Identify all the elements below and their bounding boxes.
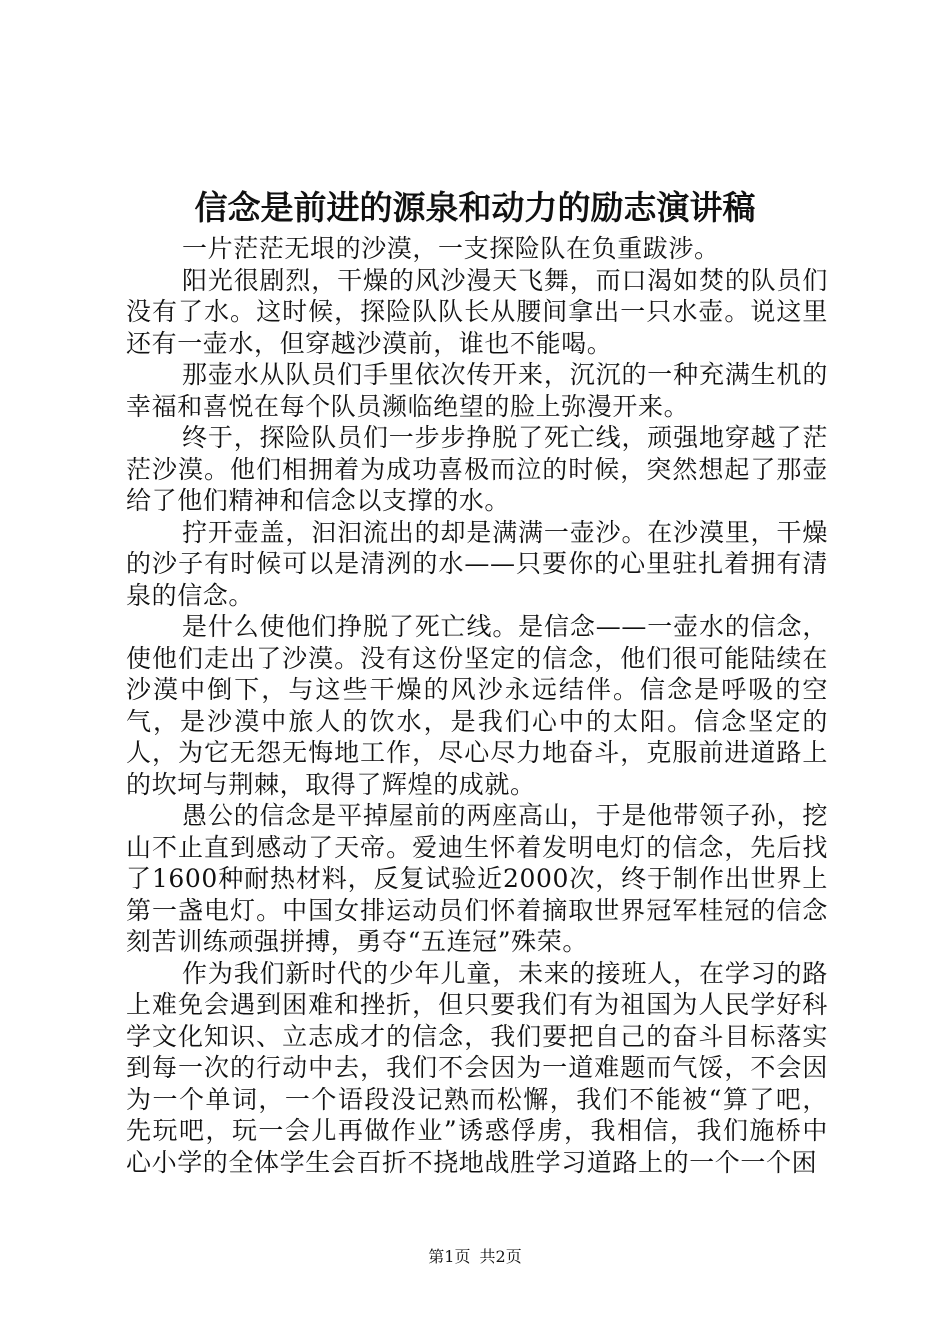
paragraph: 作为我们新时代的少年儿童，未来的接班人，在学习的路上难免会遇到困难和挫折，但只要我们有为祖国为人民学好科学文化知识、立志成才的信念，我们要把自己的奋斗目标落实到每一次的行动中去，我们不会因为一道难题而气馁，不会因为一个单词，一个语段没记熟而松懈，我们不能被“算了吧，先玩吧，玩一会儿再做作业”诱惑俘虏，我相信，我们施桥中心小学的全体学生会百折不挠地战胜学习道路上的一个一个困 [126, 958, 828, 1177]
paragraph: 那壶水从队员们手里依次传开来，沉沉的一种充满生机的幸福和喜悦在每个队员濒临绝望的脸上弥漫开来。 [126, 360, 828, 421]
paragraph: 是什么使他们挣脱了死亡线。是信念——一壶水的信念，使他们走出了沙漠。没有这份坚定的信念，他们很可能陆续在沙漠中倒下，与这些干燥的风沙永远结伴。信念是呼吸的空气，是沙漠中旅人的饮水，是我们心中的太阳。信念坚定的人，为它无怨无悔地工作，尽心尽力地奋斗，克服前进道路上的坎坷与荆棘，取得了辉煌的成就。 [126, 612, 828, 799]
page-footer [0, 1246, 950, 1268]
paragraph: 阳光很剧烈，干燥的风沙漫天飞舞，而口渴如焚的队员们没有了水。这时候，探险队队长从腰间拿出一只水壶。说这里还有一壶水，但穿越沙漠前，谁也不能喝。 [126, 265, 828, 358]
paragraph: 终于，探险队员们一步步挣脱了死亡线，顽强地穿越了茫茫沙漠。他们相拥着为成功喜极而泣的时候，突然想起了那壶给了他们精神和信念以支撑的水。 [126, 423, 828, 515]
paragraph: 一片茫茫无垠的沙漠，一支探险队在负重跋涉。 [182, 234, 720, 263]
page-number: 第1页 [428, 1247, 471, 1266]
paragraph: 愚公的信念是平掉屋前的两座高山，于是他带领子孙，挖山不止直到感动了天帝。爱迪生怀着发明电灯的信念，先后找了1600种耐热材料，反复试验近2000次，终于制作出世界上第一盏电灯。中国女排运动员们怀着摘取世界冠军桂冠的信念刻苦训练顽强拼搏，勇夺“五连冠”殊荣。 [126, 801, 828, 956]
document-body [126, 233, 828, 1178]
page-total: 共2页 [479, 1247, 522, 1266]
document-title: 信念是前进的源泉和动力的励志演讲稿 [194, 188, 756, 227]
paragraph: 拧开壶盖，汩汩流出的却是满满一壶沙。在沙漠里，干燥的沙子有时候可以是清洌的水——只要你的心里驻扎着拥有清泉的信念。 [126, 517, 828, 610]
